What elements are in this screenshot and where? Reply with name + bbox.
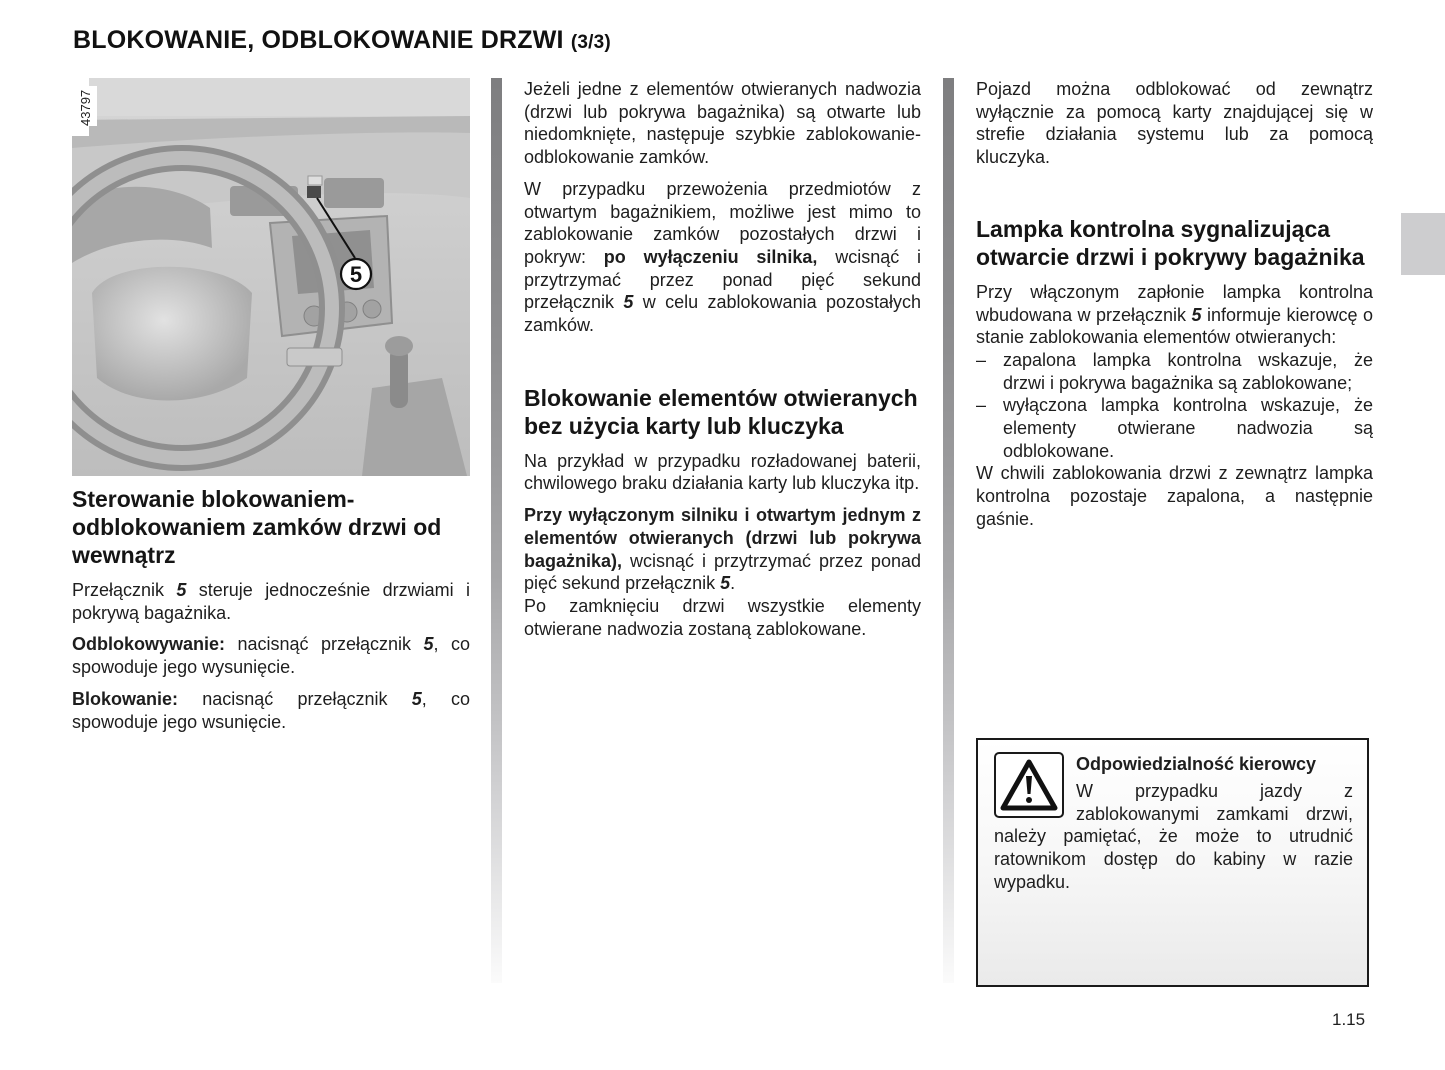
column-divider [491,78,502,983]
section-heading-warning-light: Lampka kontrolna sygnalizująca otwarcie drzwi i pokrywy bagażnika [976,215,1365,270]
paragraph: W chwili zablokowania drzwi z zewnątrz lampka kontrolna pozostaje zapalona, a następnie gaśnie. [976,463,1373,529]
warning-triangle-icon [994,752,1064,818]
text: , co spowoduje jego wsunięcie. [72,688,470,732]
chapter-tab [1401,213,1445,275]
text: , co spowoduje jego wysunięcie. [72,634,470,678]
column-3 [976,78,1373,531]
switch-ref: 5 [720,573,731,594]
section-heading-locking-without-card: Blokowanie elementów otwieranych bez użycia karty lub kluczyka [524,384,918,439]
dashboard-drawing [72,78,470,476]
text: w celu zablokowania pozostałych zamków. [524,292,921,336]
list-item: – wyłączona lampka kontrolna wskazuje, że elementy otwierane nadwozia są odblokowane. [976,394,1373,462]
text: wcisnąć i przytrzymać przez ponad pięć sekund przełącznik [524,550,921,594]
warning-text: W przypadku jazdy z zablokowanymi zamkami drzwi, należy pamiętać, że może to utrudnić ratownikom dostęp do kabiny w razie wypadku. [994,781,1353,892]
label-locking: Blokowanie: [72,688,179,709]
text: Przełącznik [72,580,177,600]
text: steruje jednocześnie drzwiami i pokrywą bagażnika. [72,580,471,623]
paragraph: Po zamknięciu drzwi wszystkie elementy otwierane nadwozia zostaną zablokowane. [524,595,921,639]
switch-ref: 5 [423,634,434,655]
emphasis: Przy wyłączonym silniku i otwartym jednym z elementów otwieranych (drzwi lub pokrywa bagażnika), [524,505,921,571]
dashboard-illustration [72,78,470,476]
text: Przy włączonym zapłonie lampka kontrolna wbudowana w przełącznik [976,281,1373,325]
switch-ref: 5 [623,292,634,313]
switch-ref: 5 [411,688,422,709]
paragraph: Jeżeli jedne z elementów otwieranych nadwozia (drzwi lub pokrywa bagażnika) są otwarte lub niedomknięte, następuje szybkie zablokowanie-odblokowanie zamków. [524,79,921,168]
column-1 [72,78,470,733]
warning-title: Odpowiedzialność kierowcy [1076,754,1317,774]
status-list [976,349,1373,463]
text: W przypadku przewożenia przedmiotów z otwartym bagażnikiem, możliwe jest mimo to zablokowanie zamków pozostałych drzwi i pokryw: [524,178,921,267]
page-title-part: (3/3) [570,32,611,53]
paragraph [524,178,921,337]
label-unlocking: Odblokowywanie: [72,634,226,655]
figure-number: 43797 [75,86,97,126]
switch-ref: 5 [1191,304,1202,325]
paragraph: Pojazd można odblokować od zewnątrz wyłącznie za pomocą karty znajdującej się w strefie działania systemu lub za pomocą kluczyka. [976,79,1373,168]
section-heading-interior-locking: Sterowanie blokowaniem-odblokowaniem zamków drzwi od wewnątrz [72,486,442,568]
switch-ref: 5 [176,580,187,600]
paragraph-unlocking [72,633,470,678]
text: informuje kierowcę o stanie zablokowania elementów otwieranych: [976,304,1373,348]
text: wcisnąć i przytrzymać przez ponad pięć sekund przełącznik [524,246,921,313]
text: nacisnąć przełącznik [178,688,412,709]
page-title [73,26,611,55]
paragraph [524,504,921,595]
column-divider [943,78,954,983]
paragraph: Na przykład w przypadku rozładowanej baterii, chwilowego braku działania karty lub kluczyka itp. [524,450,921,494]
paragraph [72,579,470,624]
paragraph-locking [72,688,470,733]
text: . [730,573,736,594]
text: nacisnąć przełącznik [225,634,424,655]
warning-box [976,738,1369,987]
list-item: – zapalona lampka kontrolna wskazuje, że drzwi i pokrywa bagażnika są zablokowane; [976,349,1373,394]
callout-5: 5 [349,262,363,287]
emphasis: po wyłączeniu silnika, [603,246,818,267]
page-title-text: BLOKOWANIE, ODBLOKOWANIE DRZWI [73,26,564,54]
page-number: 1.15 [1332,1010,1366,1029]
paragraph [976,281,1373,349]
column-2 [524,78,921,640]
